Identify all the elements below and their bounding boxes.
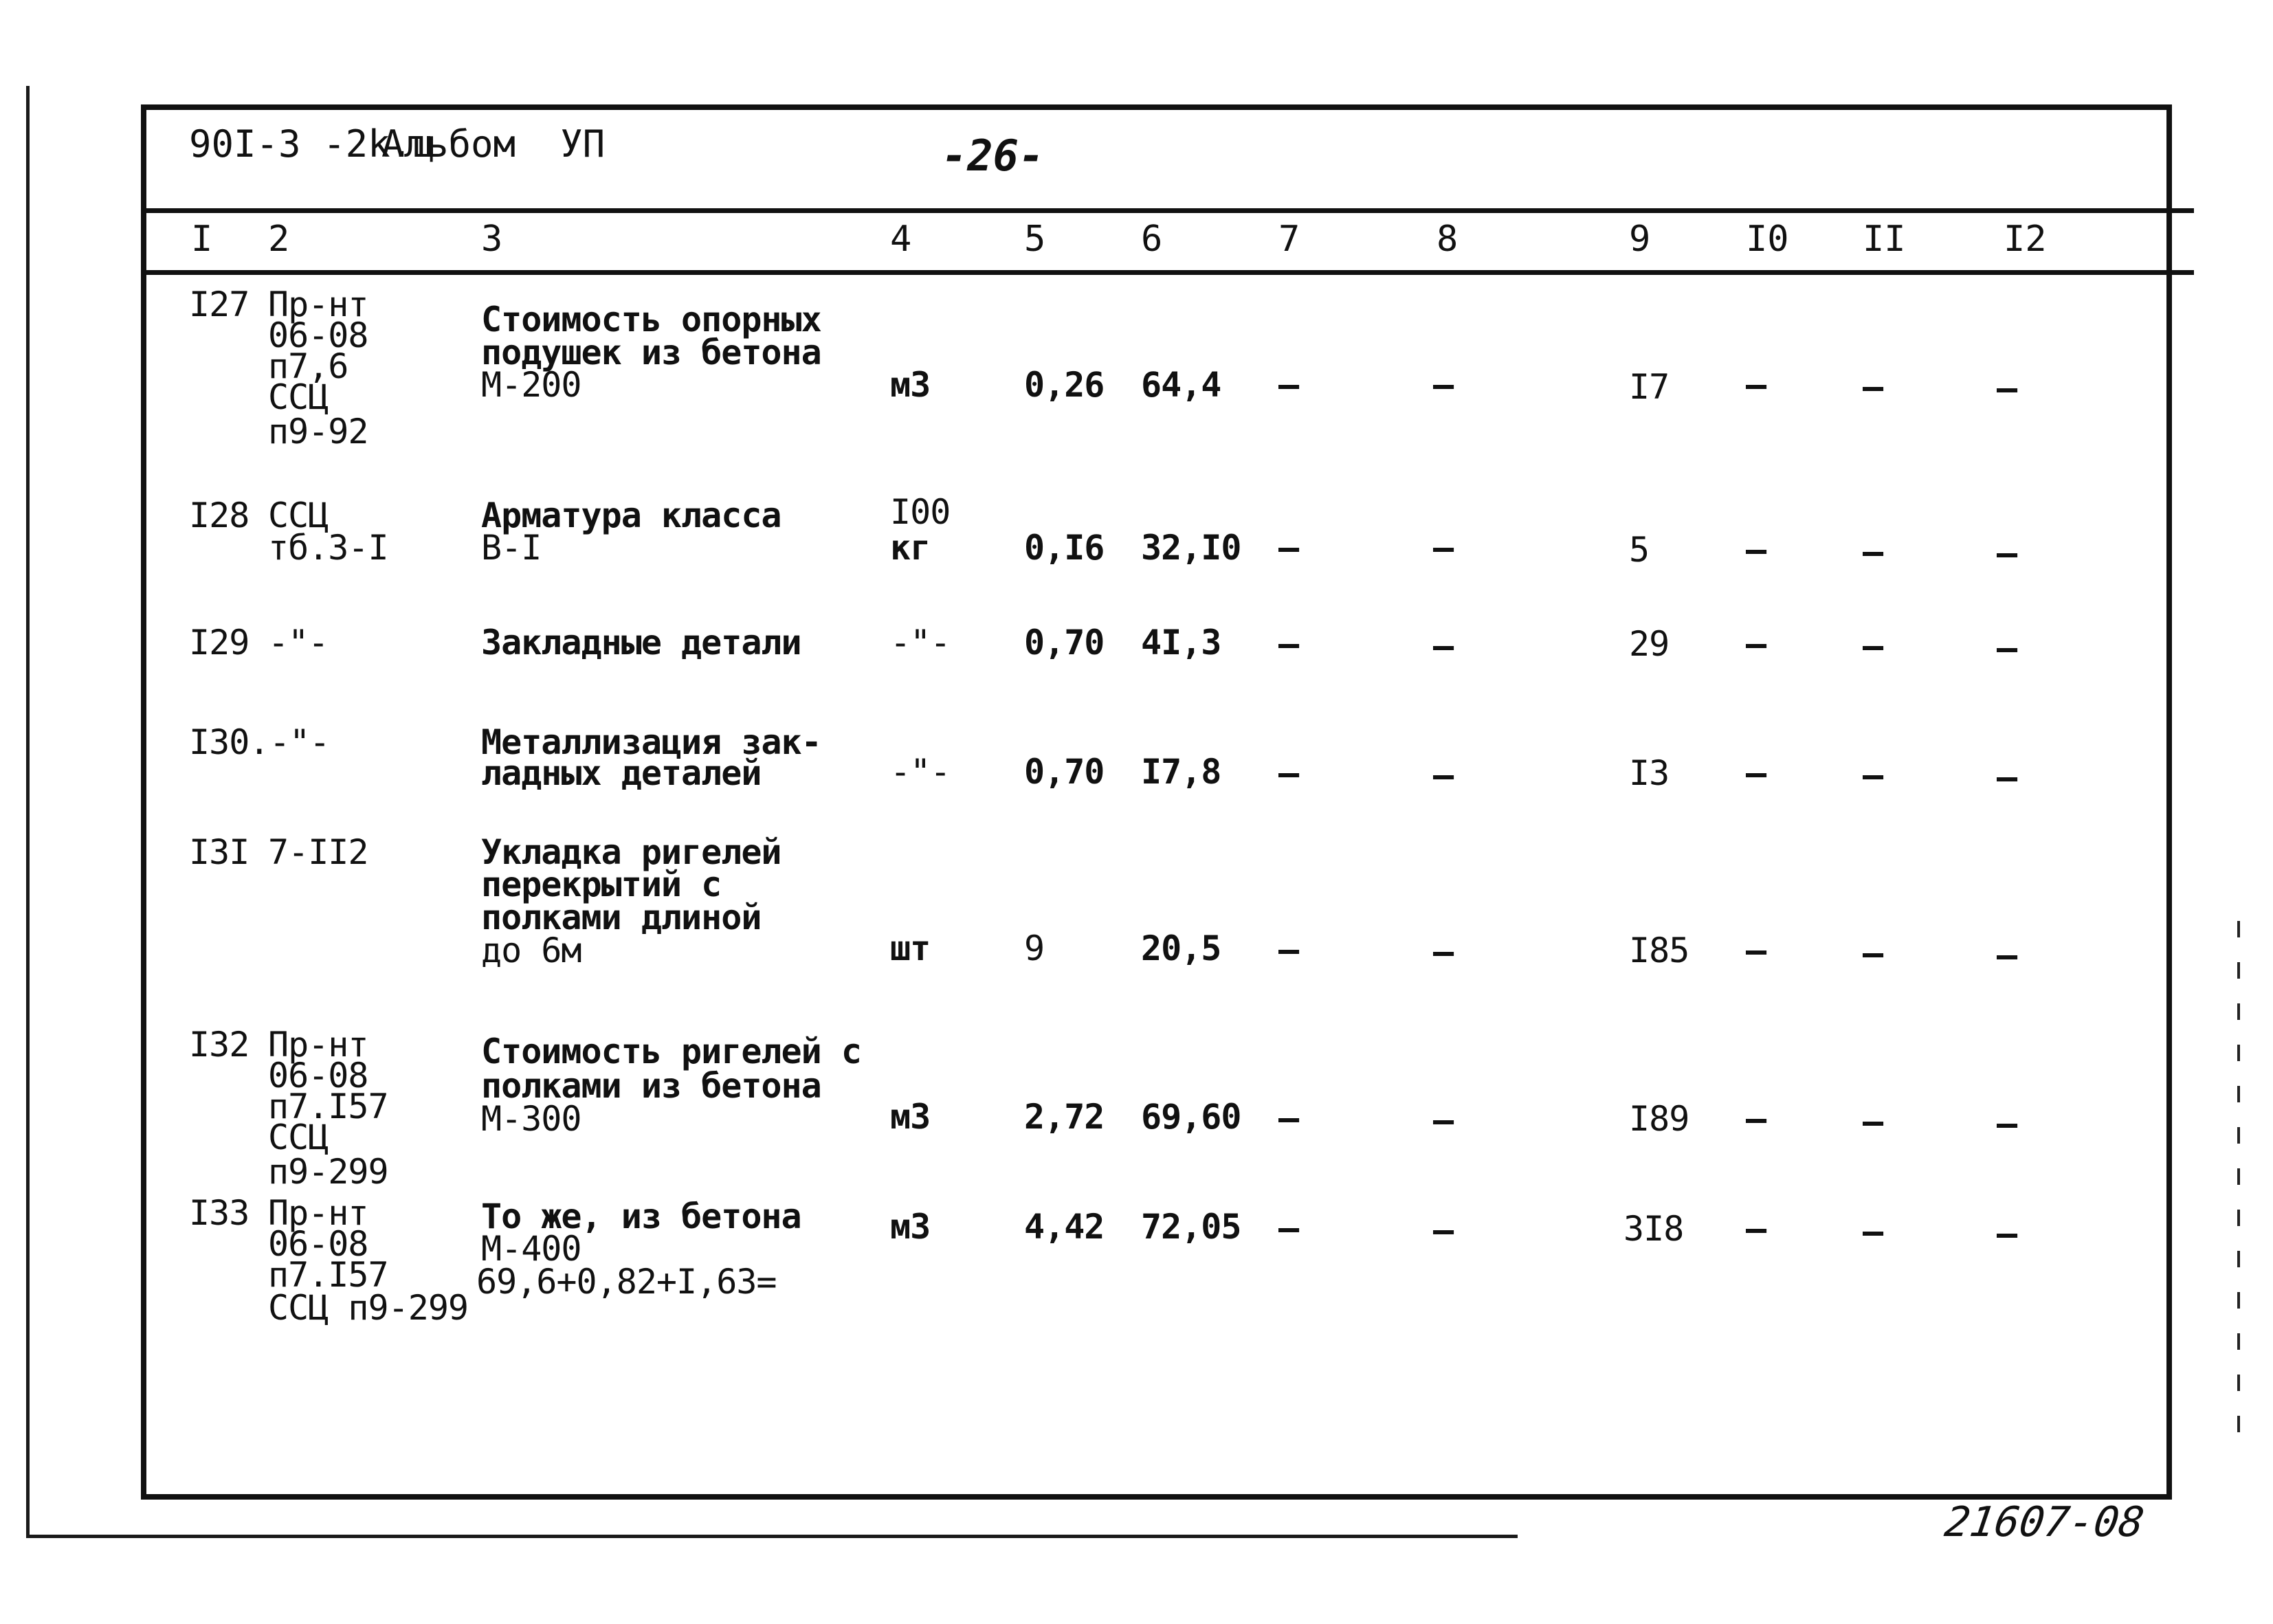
norm-reference: Пр-нт (268, 1025, 368, 1065)
col-8: – (1433, 1100, 1454, 1140)
norm-reference: Пр-нт (268, 285, 368, 324)
unit-price: 72,05 (1141, 1207, 1241, 1247)
norm-reference: -"- (268, 623, 329, 663)
norm-reference: п9-299 (268, 1152, 388, 1192)
bottom-scan-edge (26, 1535, 1518, 1538)
col-10: – (1746, 931, 1766, 970)
column-header-10: I0 (1746, 219, 1789, 260)
quantity: 0,70 (1024, 623, 1105, 663)
norm-reference: ССЦ п9-299 (268, 1288, 469, 1328)
norm-reference: п7,6 (268, 346, 348, 386)
col-12: – (1997, 533, 2017, 573)
col-11: – (1863, 933, 1883, 973)
col-10: – (1746, 530, 1766, 570)
col-9: I7 (1629, 367, 1670, 407)
col-8: – (1433, 528, 1454, 568)
work-description: В-I (481, 528, 542, 568)
quantity: 4,42 (1024, 1207, 1105, 1247)
col-12: – (1997, 935, 2017, 975)
quantity: 0,26 (1024, 365, 1105, 405)
unit: -"- (890, 623, 951, 663)
col-7: – (1278, 1098, 1299, 1138)
col-11: – (1863, 1212, 1883, 1252)
work-description: То же, из бетона (481, 1197, 801, 1236)
unit-price: 69,60 (1141, 1097, 1241, 1137)
unit-price: 20,5 (1141, 928, 1221, 968)
col-12: – (1997, 368, 2017, 408)
col-9: 29 (1629, 624, 1670, 664)
norm-reference: 7-II2 (268, 832, 368, 872)
work-description: Арматура класса (481, 496, 781, 535)
work-description: до 6м (481, 931, 581, 970)
col-8: – (1433, 626, 1454, 666)
col-11: – (1863, 367, 1883, 407)
column-header-divider (146, 270, 2194, 275)
work-description: Металлизация зак- (481, 722, 821, 762)
unit: -"- (890, 752, 951, 792)
right-margin-dashes (2237, 921, 2240, 1457)
col-12: – (1997, 628, 2017, 668)
col-11: – (1863, 626, 1883, 666)
unit: м3 (890, 1207, 931, 1247)
col-11: – (1863, 532, 1883, 572)
work-description: М-300 (481, 1099, 581, 1139)
norm-reference: ССЦ (268, 377, 329, 417)
norm-reference: п7.I57 (268, 1255, 388, 1295)
work-description: перекрытий с (481, 865, 722, 904)
column-header-8: 8 (1437, 219, 1459, 260)
col-12: – (1997, 757, 2017, 797)
row-number: I32 (189, 1025, 250, 1065)
norm-reference: 06-08 (268, 315, 368, 355)
column-header-3: 3 (481, 219, 503, 260)
col-9: 5 (1629, 530, 1650, 570)
column-header-5: 5 (1024, 219, 1046, 260)
col-7: – (1278, 528, 1299, 568)
left-scan-edge (26, 86, 30, 1536)
unit: м3 (890, 365, 931, 405)
norm-reference: тб.3-I (268, 528, 388, 568)
work-description: М-400 (481, 1229, 581, 1269)
header-divider (146, 208, 2194, 213)
column-header-9: 9 (1629, 219, 1651, 260)
work-description: полками из бетона (481, 1066, 821, 1106)
archive-number: 21607-08 (1942, 1498, 2147, 1546)
unit: шт (890, 928, 931, 968)
row-number: I29 (189, 623, 250, 663)
work-description: Укладка ригелей (481, 832, 781, 872)
row-number: I3I (189, 832, 250, 872)
unit-price: 32,I0 (1141, 528, 1241, 568)
norm-reference: Пр-нт (268, 1193, 368, 1233)
work-description: М-200 (481, 365, 581, 405)
page-number: -26- (942, 131, 1045, 181)
col-12: – (1997, 1214, 2017, 1254)
col-11: – (1863, 1102, 1883, 1142)
norm-reference: 06-08 (268, 1224, 368, 1264)
album-label: Альбом УП (381, 122, 606, 166)
col-7: – (1278, 1208, 1299, 1248)
unit: м3 (890, 1097, 931, 1137)
col-10: – (1746, 624, 1766, 664)
document-code: 90I-3 -2k.ц (189, 122, 435, 166)
col-7: – (1278, 365, 1299, 405)
quantity: 0,70 (1024, 752, 1105, 792)
column-header-11: II (1863, 219, 1906, 260)
quantity: 9 (1024, 928, 1045, 968)
quantity: 0,I6 (1024, 528, 1105, 568)
row-number: I30. (189, 722, 269, 762)
row-number: I33 (189, 1193, 250, 1233)
row-number: I27 (189, 285, 250, 324)
col-7: – (1278, 624, 1299, 664)
col-10: – (1746, 1099, 1766, 1139)
column-header-7: 7 (1278, 219, 1300, 260)
col-8: – (1433, 365, 1454, 405)
col-9: 3I8 (1623, 1209, 1684, 1249)
work-description: Стоимость ригелей с (481, 1032, 861, 1071)
column-header-1: I (191, 219, 213, 260)
col-7: – (1278, 930, 1299, 970)
work-description: подушек из бетона (481, 333, 821, 372)
unit: I00 (890, 492, 951, 532)
row-number: I28 (189, 496, 250, 535)
norm-reference: -"- (269, 722, 330, 762)
unit: кг (890, 528, 931, 568)
norm-reference: п7.I57 (268, 1087, 388, 1126)
col-7: – (1278, 753, 1299, 793)
unit-price: 64,4 (1141, 365, 1221, 405)
column-header-4: 4 (890, 219, 912, 260)
col-8: – (1433, 755, 1454, 795)
col-10: – (1746, 1209, 1766, 1249)
work-description: Стоимость опорных (481, 300, 821, 340)
norm-reference: ССЦ (268, 496, 329, 535)
work-description: Закладные детали (481, 623, 801, 663)
work-description: ладных деталей (481, 753, 762, 793)
unit-price: 4I,3 (1141, 623, 1221, 663)
norm-reference: ССЦ (268, 1117, 329, 1157)
work-description: полками длиной (481, 898, 762, 937)
quantity: 2,72 (1024, 1097, 1105, 1137)
norm-reference: 06-08 (268, 1056, 368, 1095)
col-8: – (1433, 932, 1454, 972)
column-header-6: 6 (1141, 219, 1163, 260)
unit-price: I7,8 (1141, 752, 1221, 792)
col-9: I89 (1629, 1099, 1689, 1139)
col-11: – (1863, 755, 1883, 795)
column-header-2: 2 (268, 219, 290, 260)
work-description: 69,6+0,82+I,63= (476, 1262, 777, 1302)
col-10: – (1746, 365, 1766, 405)
col-9: I3 (1629, 753, 1670, 793)
col-12: – (1997, 1104, 2017, 1144)
col-8: – (1433, 1210, 1454, 1250)
norm-reference: п9-92 (268, 412, 368, 452)
col-10: – (1746, 753, 1766, 793)
col-9: I85 (1629, 931, 1689, 970)
column-header-12: I2 (2004, 219, 2047, 260)
